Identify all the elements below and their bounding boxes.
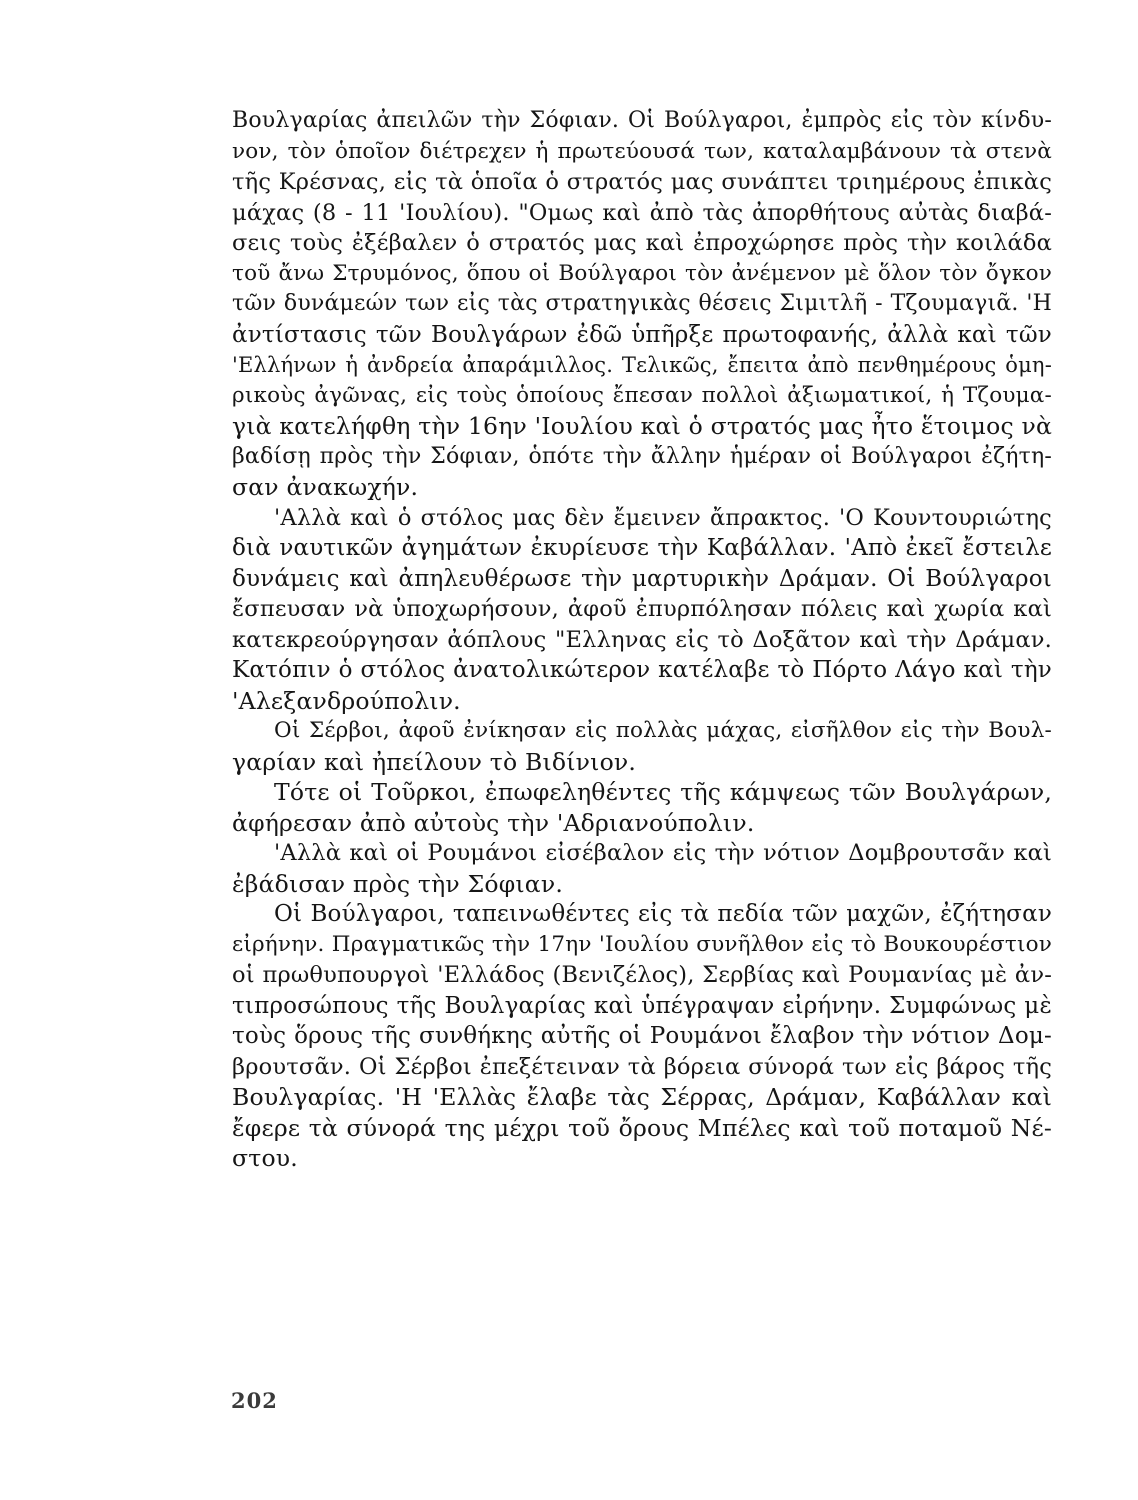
text-line: Βουλγαρίας ἀπειλῶν τὴν Σόφιαν. Οἱ Βούλγαροι, ἐμπρὸς εἰς τὸν κίνδυ- bbox=[232, 108, 1052, 133]
text-line: βαδίσῃ πρὸς τὴν Σόφιαν, ὁπότε τὴν ἄλλην ἡμέραν οἱ Βούλγαροι ἐζήτη- bbox=[232, 443, 1052, 469]
text-line: τιπροσώπους τῆς Βουλγαρίας καὶ ὑπέγραψαν εἰρήνην. Συμφώνως μὲ bbox=[232, 992, 1052, 1019]
text-line: ἐβάδισαν πρὸς τὴν Σόφιαν. bbox=[232, 869, 564, 898]
text-line: 'Αλεξανδρούπολιν. bbox=[232, 686, 461, 715]
text-line: γιὰ κατελήφθη τὴν 16ην 'Ιουλίου καὶ ὁ στρατός μας ἦτο ἕτοιμος νὰ bbox=[232, 412, 1053, 440]
text-line: τῆς Κρέσνας, εἰς τὰ ὁποῖα ὁ στρατός μας συνάπτει τριημέρους ἐπικὰς bbox=[232, 169, 1052, 195]
text-line: ἔσπευσαν νὰ ὑποχωρήσουν, ἀφοῦ ἐπυρπόλησαν πόλεις καὶ χωρία καὶ bbox=[232, 596, 1052, 622]
text-line: Οἱ Βούλγαροι, ταπεινωθέντες εἰς τὰ πεδία τῶν μαχῶν, ἐζήτησαν bbox=[274, 901, 1052, 927]
text-line: Βουλγαρίας. 'Η 'Ελλὰς ἔλαβε τὰς Σέρρας, Δράμαν, Καβάλλαν καὶ bbox=[232, 1083, 1052, 1111]
text-line: Κατόπιν ὁ στόλος ἀνατολικώτερον κατέλαβε τὸ Πόρτο Λάγο καὶ τὴν bbox=[232, 657, 1052, 683]
body-text bbox=[232, 106, 1052, 1174]
text-line: ρικοὺς ἀγῶνας, εἰς τοὺς ὁποίους ἔπεσαν πολλοὶ ἀξιωματικοί, ἡ Τζουμα- bbox=[232, 382, 1052, 408]
text-line: γαρίαν καὶ ἠπείλουν τὸ Βιδίνιον. bbox=[232, 747, 637, 776]
text-line: τῶν δυνάμεών των εἰς τὰς στρατηγικὰς θέσεις Σιμιτλῆ - Τζουμαγιᾶ. 'Η bbox=[232, 291, 1052, 316]
text-line: 'Αλλὰ καὶ οἱ Ρουμάνοι εἰσέβαλον εἰς τὴν νότιον Δομβρουτσᾶν καὶ bbox=[274, 840, 1052, 866]
text-line: κατεκρεούργησαν ἀόπλους "Ελληνας εἰς τὸ Δοξᾶτον καὶ τὴν Δράμαν. bbox=[232, 626, 1052, 653]
text-line: τοὺς ὅρους τῆς συνθήκης αὐτῆς οἱ Ρουμάνοι ἔλαβον τὴν νότιον Δομ- bbox=[232, 1023, 1052, 1049]
text-line: ἀφήρεσαν ἀπὸ αὐτοὺς τὴν 'Αδριανούπολιν. bbox=[232, 808, 755, 837]
text-line: ἀντίστασις τῶν Βουλγάρων ἐδῶ ὑπῆρξε πρωτοφανής, ἀλλὰ καὶ τῶν bbox=[232, 321, 1052, 348]
text-line: ἔφερε τὰ σύνορά της μέχρι τοῦ ὄρους Μπέλες καὶ τοῦ ποταμοῦ Νέ- bbox=[232, 1113, 1052, 1142]
text-line: οἱ πρωθυπουργοὶ 'Ελλάδος (Βενιζέλος), Σερβίας καὶ Ρουμανίας μὲ ἀν- bbox=[232, 962, 1052, 988]
text-line: τοῦ ἄνω Στρυμόνος, ὅπου οἱ Βούλγαροι τὸν ἀνέμενον μὲ ὅλον τὸν ὄγκον bbox=[232, 260, 1052, 286]
text-line: σεις τοὺς ἐξέβαλεν ὁ στρατός μας καὶ ἐπροχώρησε πρὸς τὴν κοιλάδα bbox=[232, 230, 1052, 256]
text-line: 'Αλλὰ καὶ ὁ στόλος μας δὲν ἔμεινεν ἄπρακτος. 'Ο Κουντουριώτης bbox=[274, 504, 1052, 531]
text-line: Τότε οἱ Τοῦρκοι, ἐπωφεληθέντες τῆς κάμψεως τῶν Βουλγάρων, bbox=[274, 778, 1052, 806]
text-line: στου. bbox=[232, 1144, 298, 1172]
text-line: βρουτσᾶν. Οἱ Σέρβοι ἐπεξέτειναν τὰ βόρεια σύνορά των εἰς βάρος τῆς bbox=[232, 1053, 1052, 1080]
page-number: 202 bbox=[231, 1388, 278, 1413]
text-line: εἰρήνην. Πραγματικῶς τὴν 17ην 'Ιουλίου συνῆλθον εἰς τὸ Βουκουρέστιον bbox=[232, 931, 1052, 957]
text-line: διὰ ναυτικῶν ἀγημάτων ἐκυρίευσε τὴν Καβάλλαν. 'Απὸ ἐκεῖ ἔστειλε bbox=[232, 535, 1052, 561]
text-line: μάχας (8 - 11 'Ιουλίου). "Ομως καὶ ἀπὸ τὰς ἀπορθήτους αὐτὰς διαβά- bbox=[232, 199, 1052, 226]
text-line: σαν ἀνακωχήν. bbox=[232, 473, 419, 501]
text-line: Οἱ Σέρβοι, ἀφοῦ ἐνίκησαν εἰς πολλὰς μάχας, εἰσῆλθον εἰς τὴν Βουλ- bbox=[274, 718, 1052, 743]
text-line: νον, τὸν ὁποῖον διέτρεχεν ἡ πρωτεύουσά των, καταλαμβάνουν τὰ στενὰ bbox=[232, 138, 1052, 164]
text-line: δυνάμεις καὶ ἀπηλευθέρωσε τὴν μαρτυρικὴν Δράμαν. Οἱ Βούλγαροι bbox=[232, 565, 1052, 592]
text-line: 'Ελλήνων ἡ ἀνδρεία ἀπαράμιλλος. Τελικῶς, ἔπειτα ἀπὸ πενθημέρους ὁμη- bbox=[232, 353, 1052, 377]
